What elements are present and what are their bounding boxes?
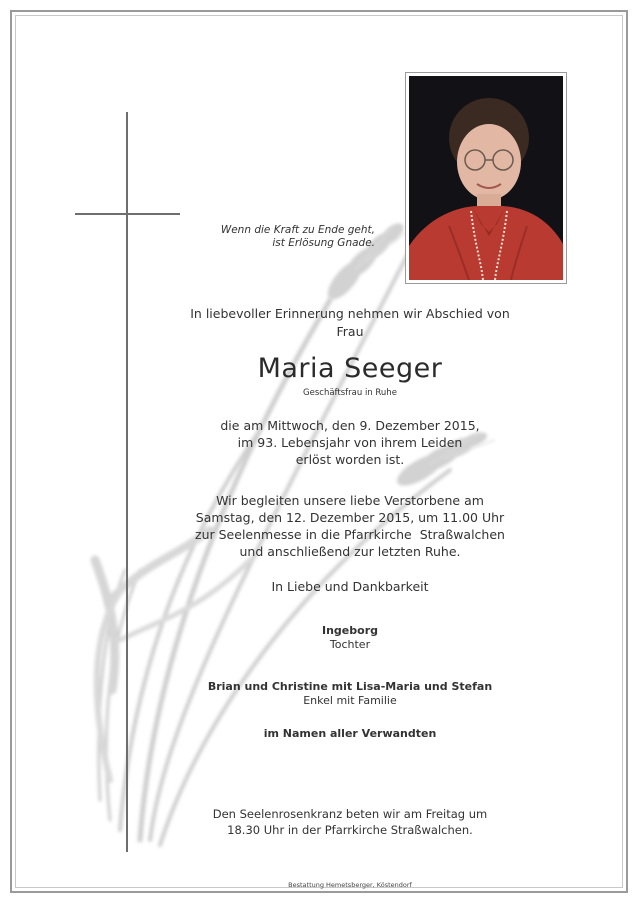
portrait-photo xyxy=(405,72,567,284)
mourner-name: Brian und Christine mit Lisa-Maria und Stefan xyxy=(207,680,493,693)
mourner-relation: Enkel mit Familie xyxy=(303,694,397,707)
intro-text xyxy=(120,305,580,341)
cross-vertical-bar xyxy=(126,112,128,852)
quote-line-2: ist Erlösung Gnade. xyxy=(272,237,375,249)
intro-line-1: In liebevoller Erinnerung nehmen wir Abschied von xyxy=(190,306,510,321)
rosary-notice-line: Den Seelenrosenkranz beten wir am Freitag um xyxy=(212,807,488,821)
deceased-name: Maria Seeger xyxy=(257,353,443,384)
rosary-notice xyxy=(120,806,580,838)
death-notice xyxy=(120,417,580,468)
closing-line: In Liebe und Dankbarkeit xyxy=(271,579,429,594)
rosary-notice-line: 18.30 Uhr in der Pfarrkirche Straßwalchen. xyxy=(227,823,473,837)
mourner-name: Ingeborg xyxy=(322,624,378,637)
quote xyxy=(150,224,375,250)
deceased-occupation: Geschäftsfrau in Ruhe xyxy=(303,388,397,398)
cross-horizontal-bar xyxy=(75,213,180,215)
funeral-notice-line: Wir begleiten unsere liebe Verstorbene am xyxy=(216,493,484,508)
funeral-notice-line: und anschließend zur letzten Ruhe. xyxy=(239,544,461,559)
mourner-daughter xyxy=(120,624,580,652)
intro-line-2: Frau xyxy=(336,324,364,339)
death-notice-line: die am Mittwoch, den 9. Dezember 2015, xyxy=(220,418,480,433)
funeral-notice-line: Samstag, den 12. Dezember 2015, um 11.00 Uhr xyxy=(195,510,505,525)
mourner-grandchildren xyxy=(120,680,580,708)
funeral-home-credit: Bestattung Hemetsberger, Köstendorf xyxy=(288,881,412,889)
death-notice-line: erlöst worden ist. xyxy=(295,452,405,467)
relatives-line: im Namen aller Verwandten xyxy=(263,727,437,740)
mourner-relation: Tochter xyxy=(329,638,371,651)
death-notice-line: im 93. Lebensjahr von ihrem Leiden xyxy=(237,435,463,450)
portrait-image xyxy=(409,76,563,280)
funeral-notice xyxy=(120,492,580,560)
funeral-notice-line: zur Seelenmesse in die Pfarrkirche Straßwalchen xyxy=(195,527,505,542)
quote-line-1: Wenn die Kraft zu Ende geht, xyxy=(220,224,375,236)
